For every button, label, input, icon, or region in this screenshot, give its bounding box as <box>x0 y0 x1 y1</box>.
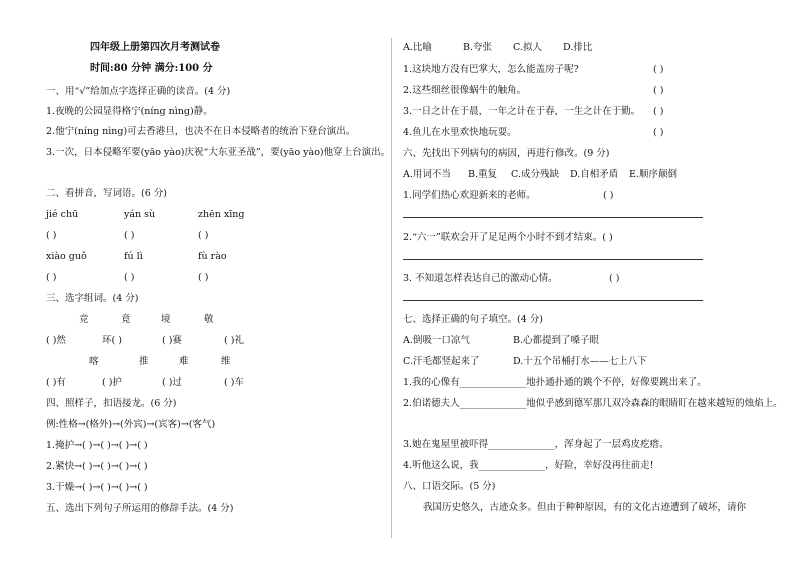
q5-option: D.排比 <box>563 42 593 53</box>
q1-sentence-3: 3.一次，日本侵略军要(yāo yào)庆祝“大东亚圣战”，要(yāo yào)他穿上台演出。 <box>46 147 391 158</box>
q4-row-2[interactable]: 2.紧快→( )→( )→( )→( ) <box>46 461 148 472</box>
q5-answer-blank[interactable]: ( ) <box>653 127 664 138</box>
q3-char: 竟 <box>121 314 131 325</box>
q3-char: 维 <box>221 356 231 367</box>
q5-answer-blank[interactable]: ( ) <box>653 106 664 117</box>
q2-answer-blank[interactable]: ( ) <box>198 230 209 241</box>
q2-answer-blank[interactable]: ( ) <box>46 230 57 241</box>
q6-option: B.重复 <box>468 169 498 180</box>
q2-pinyin: jié chū <box>46 209 79 220</box>
q3-char: 敬 <box>204 314 214 325</box>
q6-answer-blank[interactable]: ( ) <box>603 190 614 201</box>
q7-sentence-2: 2.伯诺德夫人______________地似乎感到德军那几双冷森森的眼睛盯在越来越短的烛焰上。 <box>403 398 783 409</box>
q7-option: C.汗毛都竖起来了 <box>403 356 480 367</box>
q3-blank[interactable]: ( )过 <box>162 377 182 388</box>
q3-blank[interactable]: ( )然 <box>46 335 66 346</box>
q3-blank[interactable]: ( )车 <box>224 377 244 388</box>
q6-answer-blank[interactable]: ( ) <box>609 273 620 284</box>
q7-sentence-3: 3.她在鬼屋里被吓得______________，浑身起了一层鸡皮疙瘩。 <box>403 439 669 450</box>
q2-pinyin: fú lì <box>124 251 143 262</box>
q6-sentence-1: 1.同学们热心欢迎新来的老师。 <box>403 190 536 201</box>
q8-heading: 八、口语交际。(5 分) <box>403 481 496 492</box>
q7-option: A.倒吸一口凉气 <box>403 335 470 346</box>
q5-option: A.比喻 <box>403 42 432 53</box>
q3-blank[interactable]: ( )礼 <box>224 335 244 346</box>
q5-answer-blank[interactable]: ( ) <box>653 64 664 75</box>
q3-blank[interactable]: 环( ) <box>102 335 122 346</box>
q4-row-1[interactable]: 1.掩护→( )→( )→( )→( ) <box>46 440 148 451</box>
q1-heading: 一、用“√”给加点字选择正确的读音。(4 分) <box>46 86 231 97</box>
q3-char: 境 <box>161 314 171 325</box>
q4-example: 例:性格→(格外)→(外宾)→(宾客)→(客气) <box>46 419 216 430</box>
q3-blank[interactable]: ( )有 <box>46 377 66 388</box>
q3-char: 难 <box>179 356 189 367</box>
q5-sentence-1: 1.这块地方没有巴掌大，怎么能盖房子呢? <box>403 64 579 75</box>
q5-heading: 五、选出下列句子所运用的修辞手法。(4 分) <box>46 503 234 514</box>
q2-answer-blank[interactable]: ( ) <box>124 230 135 241</box>
q7-option: B.心都提到了嗓子眼 <box>513 335 600 346</box>
q7-heading: 七、选择正确的句子填空。(4 分) <box>403 314 543 325</box>
q3-heading: 三、选字组词。(4 分) <box>46 293 139 304</box>
q5-option: B.夸张 <box>463 42 493 53</box>
q4-row-3[interactable]: 3.干燥→( )→( )→( )→( ) <box>46 482 148 493</box>
q2-pinyin: zhēn xīng <box>198 209 245 220</box>
exam-title: 四年级上册第四次月考测试卷 <box>90 42 220 53</box>
q5-sentence-3: 3.一日之计在于晨，一年之计在于春，一生之计在于勤。 <box>403 106 641 117</box>
q1-sentence-2: 2.他宁(níng nìng)可去香港旦，也决不在日本侵略者的统治下登台演出。 <box>46 126 356 137</box>
q5-sentence-4: 4.鱼儿在水里欢快地玩耍。 <box>403 127 517 138</box>
q3-blank[interactable]: ( )赛 <box>162 335 182 346</box>
q7-sentence-4: 4.听他这么说，我______________，好险，幸好没再往前走! <box>403 460 654 471</box>
q3-char: 竞 <box>79 314 89 325</box>
q7-sentence-1: 1.我的心像有______________地扑通扑通的跳个不停，好像要跳出来了。 <box>403 377 707 388</box>
answer-line[interactable] <box>403 217 703 218</box>
q8-paragraph: 我国历史悠久，古迹众多。但由于种种原因，有的文化古迹遭到了破坏，请你 <box>423 502 747 513</box>
q2-answer-blank[interactable]: ( ) <box>46 272 57 283</box>
q6-option: C.成分残缺 <box>511 169 559 180</box>
q5-option: C.拟人 <box>513 42 542 53</box>
q6-sentence-2: 2.“六一”联欢会开了足足两个小时不到才结束。( ) <box>403 232 613 243</box>
q2-pinyin: fù rào <box>198 251 227 262</box>
q6-option: E.顺序颠倒 <box>629 169 677 180</box>
q5-answer-blank[interactable]: ( ) <box>653 85 664 96</box>
q7-option: D.十五个吊桶打水——七上八下 <box>513 356 647 367</box>
q6-option: D.自相矛盾 <box>570 169 619 180</box>
q6-heading: 六、先找出下列病句的病因，再进行修改。(9 分) <box>403 148 610 159</box>
q4-heading: 四、照样子，扣语接龙。(6 分) <box>46 398 177 409</box>
q2-answer-blank[interactable]: ( ) <box>198 272 209 283</box>
column-divider <box>391 38 392 538</box>
q5-sentence-2: 2.这些细丝很像蜗牛的触角。 <box>403 85 527 96</box>
q2-pinyin: yán sù <box>124 209 156 220</box>
answer-line[interactable] <box>403 300 703 301</box>
q1-sentence-1: 1.夜晚的公园显得格宁(níng nìng)静。 <box>46 106 213 117</box>
q3-char: 推 <box>139 356 149 367</box>
q3-char: 喀 <box>89 356 99 367</box>
q2-heading: 二、看拼音，写词语。(6 分) <box>46 188 167 199</box>
q6-option: A.用词不当 <box>403 169 451 180</box>
q6-sentence-3: 3. 不知道怎样表达自己的激动心情。 <box>403 273 558 284</box>
q3-blank[interactable]: ( )护 <box>102 377 122 388</box>
q2-answer-blank[interactable]: ( ) <box>124 272 135 283</box>
q2-pinyin: xiào guǒ <box>46 251 87 262</box>
answer-line[interactable] <box>403 259 703 260</box>
exam-time-score: 时间:80 分钟 满分:100 分 <box>90 63 213 74</box>
